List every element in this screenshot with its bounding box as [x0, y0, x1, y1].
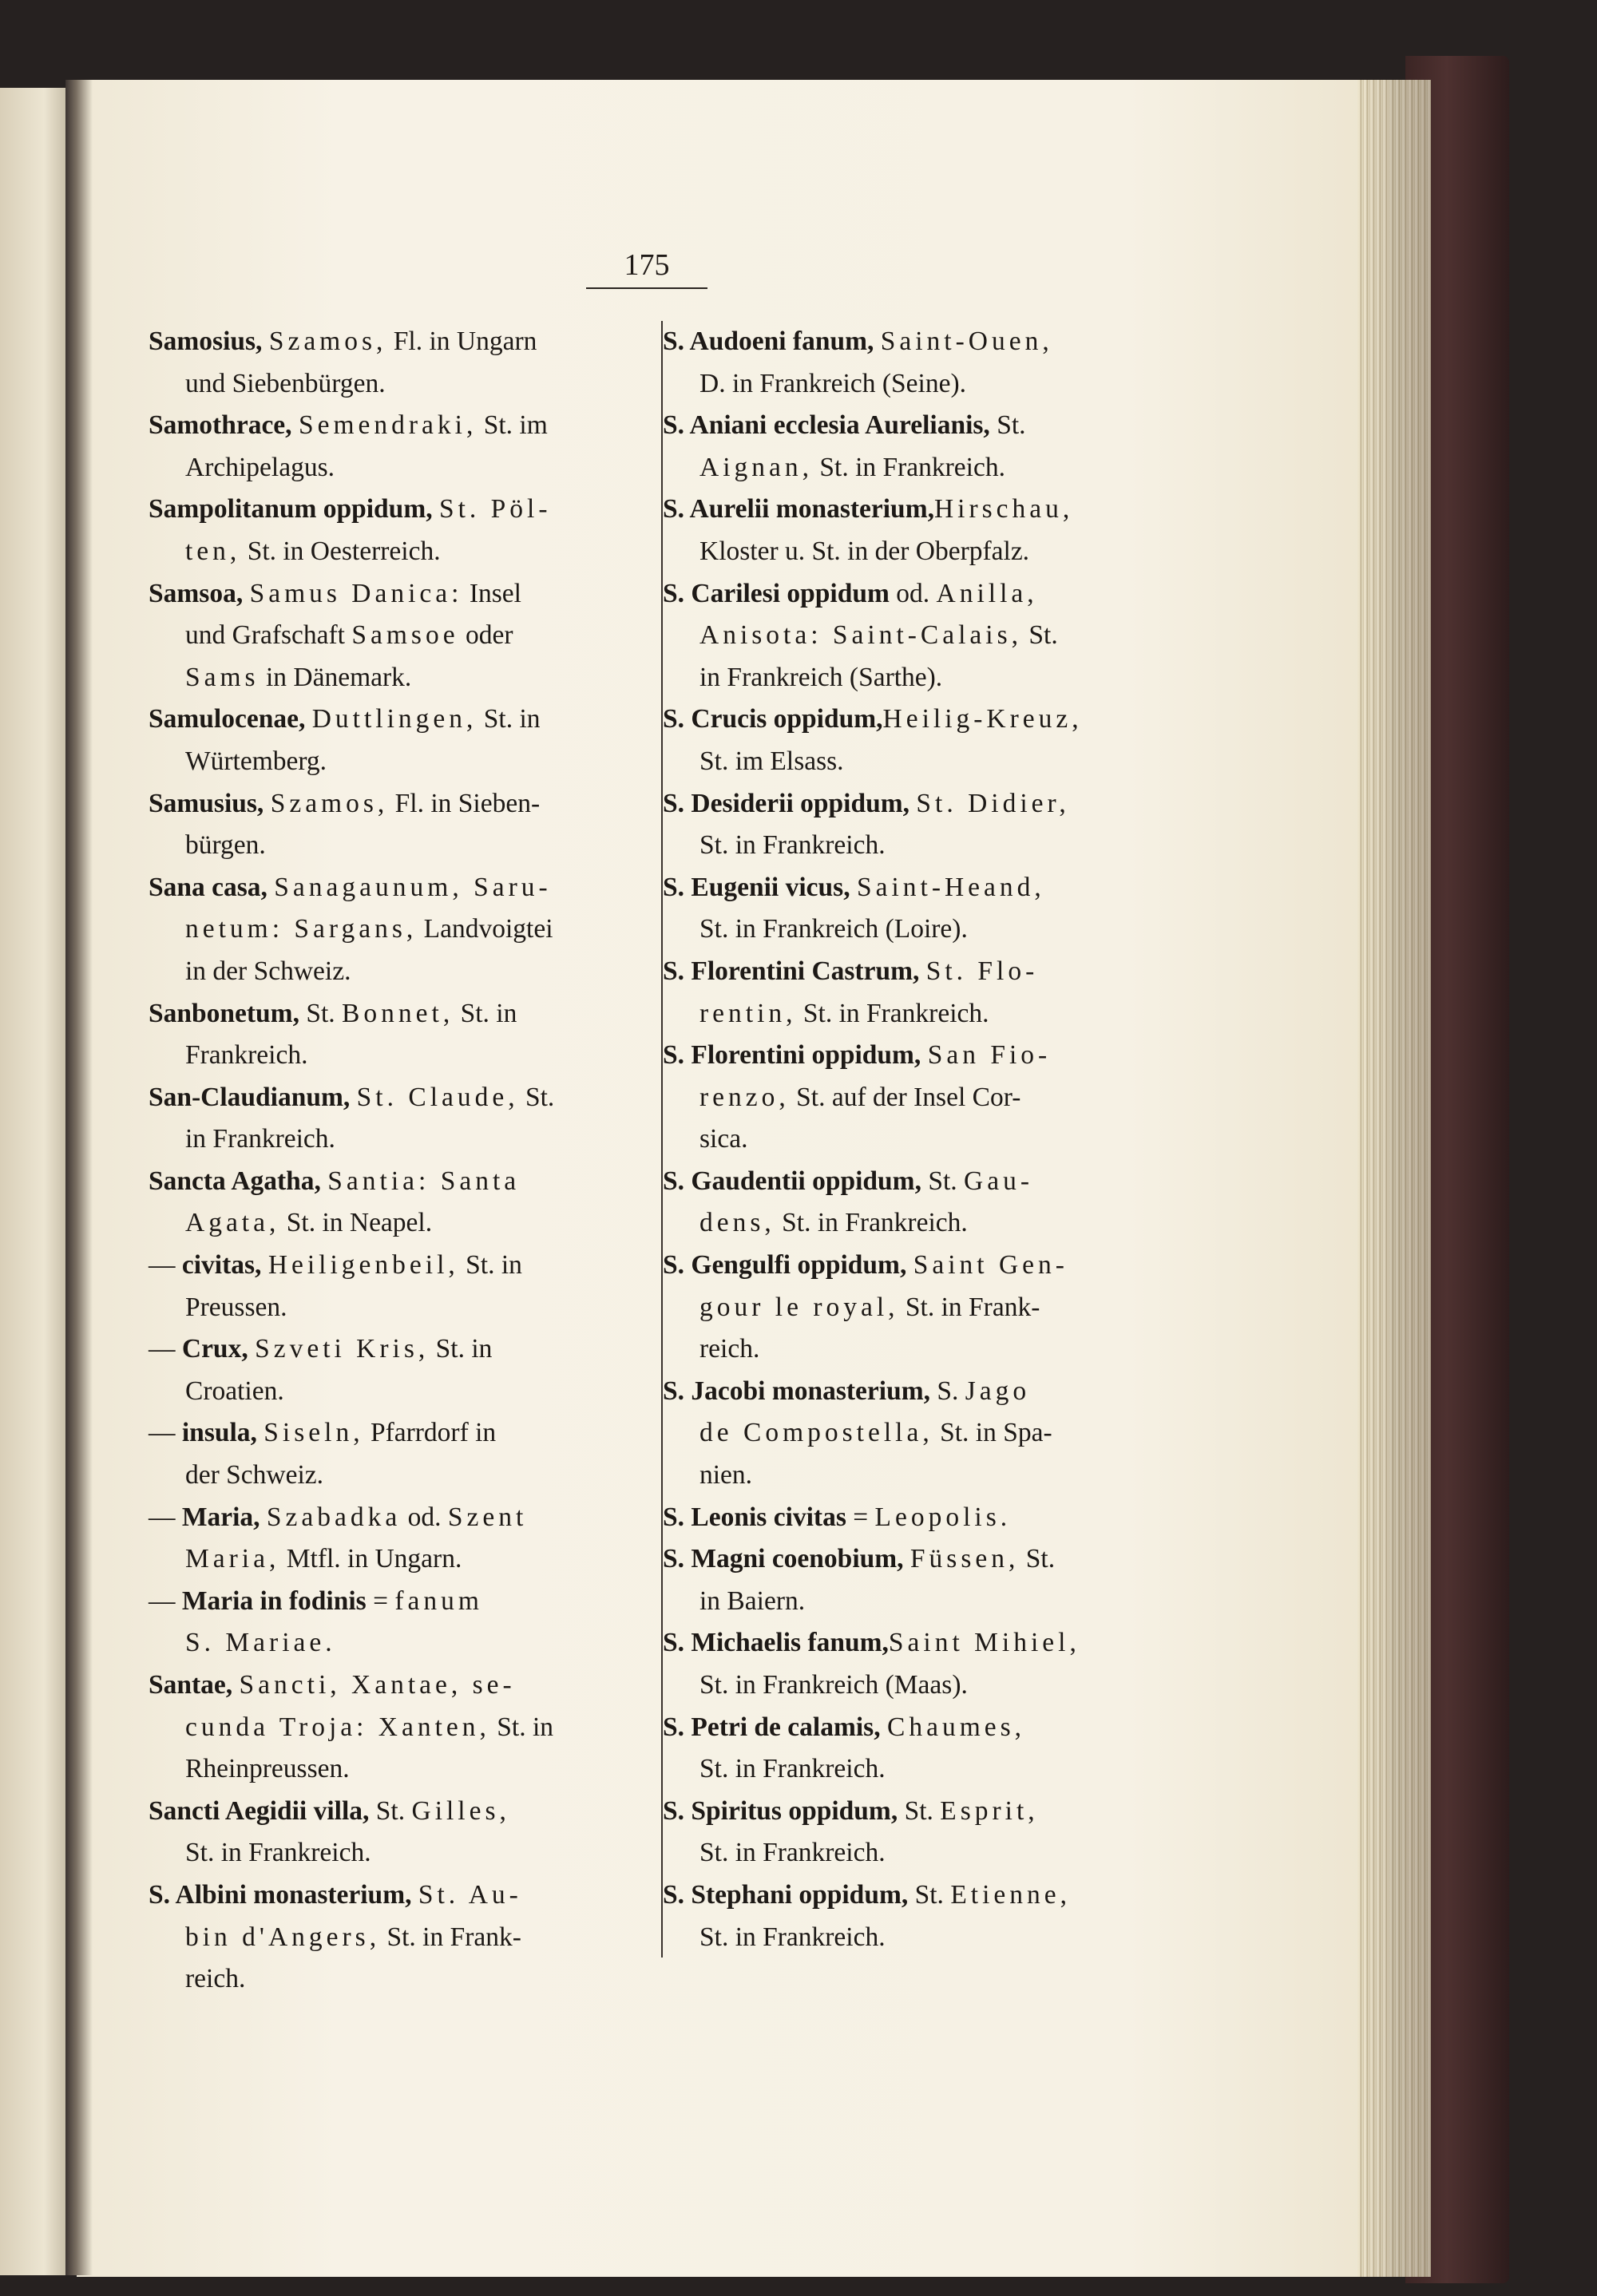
headword: Sancta Agatha, [149, 1166, 321, 1196]
entry-line [663, 447, 1166, 489]
spaced-name: Etienne, [950, 1879, 1072, 1910]
entry-text [919, 956, 925, 986]
entry-line [149, 1202, 652, 1245]
spaced-name: dens, [699, 1208, 775, 1238]
entry-line [149, 993, 652, 1035]
entry-line [663, 1245, 1166, 1287]
spaced-name: St. Didier, [916, 788, 1070, 818]
spaced-name: de Compostella, [699, 1418, 933, 1448]
spaced-name: San Fio- [927, 1040, 1052, 1071]
entry-text: St. im [477, 410, 548, 441]
gazetteer-entry [149, 1581, 652, 1665]
headword: Samosius, [149, 327, 263, 356]
entry-text [305, 704, 311, 734]
entry-line [149, 1958, 652, 2001]
entry-line [663, 1161, 1166, 1203]
entry-line [149, 1455, 652, 1497]
entry-line [149, 615, 652, 657]
entry-text: in Baiern. [699, 1585, 806, 1616]
spaced-name: Samsoe [351, 620, 459, 651]
entry-line [149, 1791, 652, 1833]
spaced-name: Füssen, [909, 1544, 1020, 1574]
spaced-name: Saint Mihiel, [888, 1628, 1080, 1658]
entry-line [149, 531, 652, 573]
entry-text: = [846, 1502, 875, 1532]
spaced-name: St. Claude, [356, 1082, 519, 1112]
entry-line [149, 741, 652, 783]
entry-text: Kloster u. St. in der Oberpfalz. [699, 536, 1030, 566]
entry-line [663, 1581, 1166, 1623]
entry-line [149, 363, 652, 406]
spaced-name: rentin, [699, 998, 797, 1028]
entry-line [149, 447, 652, 489]
entry-line [149, 1748, 652, 1791]
entry-text: St. in Frankreich. [699, 1838, 886, 1868]
entry-text: St. in [454, 998, 517, 1028]
entry-line [663, 1832, 1166, 1874]
entry-text: St. in Frankreich (Loire). [699, 914, 968, 944]
gazetteer-entry [663, 321, 1166, 405]
entry-line [663, 825, 1166, 867]
entry-line [149, 1412, 652, 1455]
entry-text: Landvoigtei [417, 914, 553, 944]
headword: S. Gaudentii oppidum, [663, 1166, 921, 1196]
entry-text: St. [921, 1166, 965, 1196]
entry-text: Fl. in Ungarn [386, 327, 537, 356]
spaced-name: netum: Sargans, [185, 914, 418, 944]
headword: Sancti Aegidii villa, [149, 1795, 370, 1826]
entry-text: in der Schweiz. [185, 956, 351, 986]
entry-text: St. in Frankreich. [796, 998, 989, 1028]
gazetteer-entry [663, 1791, 1166, 1874]
entry-line [663, 1748, 1166, 1791]
entry-line [663, 1622, 1166, 1665]
spaced-name: renzo, [699, 1082, 790, 1112]
entry-line [663, 1287, 1166, 1329]
gazetteer-entry [663, 1035, 1166, 1161]
entry-line [149, 573, 652, 616]
entry-line [149, 1832, 652, 1874]
entry-text: St. in Frankreich. [813, 452, 1005, 482]
headword: S. Florentini oppidum, [663, 1040, 921, 1071]
entry-text: — [149, 1334, 182, 1364]
spaced-name: St. Au- [418, 1879, 522, 1910]
gazetteer-entry [149, 1791, 652, 1874]
headword: Sana casa, [149, 872, 267, 902]
entry-line [663, 531, 1166, 573]
page-number: 175 [624, 248, 670, 282]
headword: Santae, [149, 1670, 233, 1700]
spaced-name: bin d'Angers, [185, 1922, 381, 1952]
gazetteer-entry [663, 489, 1166, 572]
entry-line [149, 1497, 652, 1539]
entry-line [663, 867, 1166, 909]
spaced-name: Semendraki, [298, 410, 478, 441]
headword: S. Jacobi monasterium, [663, 1376, 930, 1406]
entry-text [243, 579, 249, 608]
entry-text: St. in Oesterreich. [240, 536, 441, 566]
entry-line [663, 1035, 1166, 1077]
gazetteer-entry [663, 699, 1166, 782]
entry-line [149, 1622, 652, 1665]
entry-text [906, 1250, 913, 1280]
entry-line [149, 489, 652, 531]
headword: S. Magni coenobium, [663, 1544, 904, 1574]
right-column [663, 321, 1166, 1958]
spaced-name: Chaumes, [886, 1712, 1026, 1742]
headword: S. Audoeni fanum, [663, 327, 874, 356]
entry-line [149, 825, 652, 867]
entry-line [663, 657, 1166, 699]
entry-line [663, 909, 1166, 951]
entry-line [149, 1118, 652, 1161]
entry-text [232, 1670, 239, 1700]
entry-line [149, 951, 652, 993]
entry-text [921, 1040, 927, 1070]
spaced-name: Gau- [964, 1166, 1034, 1196]
entry-line [149, 1035, 652, 1077]
entry-text: St. in Frankreich. [699, 830, 886, 861]
entry-text: St. in [477, 704, 541, 734]
entry-text: St. in Neapel. [279, 1208, 433, 1238]
spaced-name: Sams [185, 662, 260, 692]
entry-text: St. in Frankreich. [775, 1208, 968, 1238]
entry-text [350, 1083, 356, 1112]
spaced-name: cunda Troja: Xanten, [185, 1712, 490, 1742]
entry-line [149, 909, 652, 951]
gazetteer-entry [663, 867, 1166, 951]
gazetteer-entry [663, 1622, 1166, 1706]
spaced-name: Hirschau, [933, 494, 1074, 525]
entry-text: in Frankreich. [185, 1124, 335, 1154]
spaced-name: Szabadka [266, 1502, 402, 1532]
entry-line [663, 951, 1166, 993]
entry-text: — [149, 1250, 182, 1281]
entry-line [149, 1581, 652, 1623]
headword: S. Petri de calamis, [663, 1712, 881, 1742]
entry-line [663, 741, 1166, 783]
entry-text [292, 410, 299, 440]
left-column [149, 321, 652, 2001]
entry-text [248, 1334, 255, 1364]
entry-text [262, 327, 268, 356]
entry-text: Insel [462, 578, 521, 608]
headword: Crux, [181, 1334, 248, 1364]
gazetteer-entry [149, 1077, 652, 1161]
gazetteer-entry [149, 1497, 652, 1581]
gazetteer-entry [663, 1538, 1166, 1622]
gazetteer-entry [663, 951, 1166, 1035]
entry-line [149, 1161, 652, 1203]
spaced-name: ten, [185, 536, 241, 566]
entry-line [663, 615, 1166, 657]
gazetteer-entry [149, 699, 652, 782]
entry-text: St. [1019, 1544, 1056, 1574]
spaced-name: Leopolis. [874, 1502, 1012, 1532]
entry-line [149, 321, 652, 363]
gazetteer-entry [149, 1328, 652, 1412]
entry-line [663, 1077, 1166, 1119]
entry-line [149, 699, 652, 741]
gazetteer-entry [663, 1497, 1166, 1539]
gazetteer-entry [663, 1161, 1166, 1245]
gazetteer-entry [149, 783, 652, 867]
entry-line [663, 1917, 1166, 1959]
entry-text [261, 1250, 267, 1280]
headword: San-Claudianum, [149, 1082, 351, 1112]
entry-line [663, 1328, 1166, 1371]
spaced-name: Maria, [185, 1544, 280, 1574]
entry-text: = [366, 1585, 395, 1616]
entry-text: Pfarrdorf in [363, 1418, 497, 1448]
entry-text: und Grafschaft [185, 620, 352, 651]
headword: S. Desiderii oppidum, [663, 788, 910, 818]
gazetteer-entry [663, 1874, 1166, 1958]
entry-text [411, 1880, 418, 1910]
entry-line [149, 1917, 652, 1959]
entry-text: — [149, 1585, 182, 1616]
entry-text: Archipelagus. [185, 452, 335, 482]
headword: Samsoa, [149, 578, 244, 608]
entry-text: — [149, 1502, 182, 1532]
entry-line [663, 1118, 1166, 1161]
gazetteer-entry [149, 1245, 652, 1328]
entry-text: bürgen. [185, 830, 266, 861]
entry-line [149, 1371, 652, 1413]
entry-line [149, 783, 652, 825]
spaced-name: Szveti Kris, [255, 1334, 430, 1364]
gazetteer-entry [149, 489, 652, 572]
headword: S. Eugenii vicus, [663, 872, 850, 902]
gazetteer-entry [149, 993, 652, 1077]
gazetteer-entry [663, 1245, 1166, 1371]
entry-line [149, 1245, 652, 1287]
entry-line [663, 1665, 1166, 1707]
gazetteer-entry [149, 321, 652, 405]
entry-text: — [149, 1418, 182, 1448]
entry-text: St. in Frankreich. [699, 1754, 886, 1784]
entry-text: St. [989, 410, 1026, 441]
entry-text: St. [518, 1082, 555, 1112]
entry-line [663, 1497, 1166, 1539]
entry-text: St. in [429, 1334, 493, 1364]
headword: Samulocenae, [149, 704, 306, 734]
gazetteer-entry [149, 1412, 652, 1496]
headword: S. Carilesi oppidum [663, 578, 890, 608]
entry-line [663, 573, 1166, 616]
spaced-name: Saint-Heand, [856, 872, 1045, 902]
spaced-name: Agata, [185, 1208, 280, 1238]
entry-text: Rheinpreussen. [185, 1754, 350, 1784]
spaced-name: Saint-Ouen, [880, 327, 1053, 356]
gazetteer-entry [663, 1707, 1166, 1791]
entry-text: Mtfl. in Ungarn. [279, 1544, 462, 1574]
entry-line [149, 1665, 652, 1707]
entry-line [663, 1455, 1166, 1497]
entry-text: St. in Frankreich. [185, 1838, 371, 1868]
spaced-name: Szamos, [270, 788, 389, 818]
entry-line [149, 657, 652, 699]
entry-text [433, 494, 439, 524]
entry-text: St. in [458, 1250, 522, 1281]
entry-text: St. in Frank- [898, 1292, 1040, 1322]
entry-line [663, 1791, 1166, 1833]
spaced-name: Heilig-Kreuz, [882, 704, 1083, 734]
entry-line [663, 1707, 1166, 1749]
entry-text: Frankreich. [185, 1040, 308, 1071]
entry-text: St. in Frankreich (Maas). [699, 1670, 968, 1700]
entry-text: D. in Frankreich (Seine). [699, 368, 966, 398]
entry-text: der Schweiz. [185, 1460, 324, 1490]
headword: Samusius, [149, 788, 264, 818]
entry-text: St. [299, 998, 343, 1028]
gazetteer-entry [663, 405, 1166, 489]
entry-text: oder [458, 620, 513, 651]
entry-text: sica. [699, 1124, 748, 1154]
entry-text: Fl. in Sieben- [388, 788, 541, 818]
page-number-rule [586, 287, 707, 289]
headword: civitas, [181, 1250, 262, 1281]
spaced-name: Samus Danica: [249, 578, 463, 608]
entry-line [149, 1538, 652, 1581]
entry-text: reich. [185, 1964, 246, 1994]
entry-text [260, 1502, 267, 1532]
gazetteer-entry [149, 405, 652, 489]
previous-page-edge [0, 88, 73, 2275]
spaced-name: Santia: Santa [327, 1166, 521, 1196]
entry-text [874, 327, 880, 356]
entry-text [264, 789, 270, 818]
entry-text: St. in Frank- [380, 1922, 521, 1952]
spaced-name: Szamos, [268, 327, 387, 356]
gazetteer-entry [663, 783, 1166, 867]
gazetteer-entry [149, 1874, 652, 2001]
spaced-name: Szent [447, 1502, 528, 1532]
entry-text: reich. [699, 1334, 760, 1364]
entry-line [149, 1328, 652, 1371]
entry-text: St. [1022, 620, 1058, 651]
entry-text: Croatien. [185, 1376, 284, 1406]
spaced-name: St. Flo- [925, 956, 1039, 986]
spaced-name: Gilles, [411, 1795, 510, 1826]
entry-text: od. [401, 1502, 448, 1532]
entry-line [149, 1077, 652, 1119]
spaced-name: Duttlingen, [311, 704, 478, 734]
spaced-name: Siseln, [264, 1418, 364, 1448]
headword: S. Spiritus oppidum, [663, 1795, 898, 1826]
spaced-name: fanum [394, 1585, 483, 1616]
entry-line [663, 405, 1166, 447]
entry-line [149, 1707, 652, 1749]
gazetteer-entry [149, 867, 652, 993]
entry-line [663, 1202, 1166, 1245]
spaced-name: Sancti, Xantae, se- [239, 1670, 516, 1700]
entry-text: St. im Elsass. [699, 746, 844, 776]
entry-text: St. in Spa- [933, 1418, 1052, 1448]
entry-text: St. [898, 1795, 941, 1826]
entry-text: St. [908, 1879, 951, 1910]
entry-text: St. auf der Insel Cor- [789, 1082, 1021, 1112]
headword: Sampolitanum oppidum, [149, 494, 433, 525]
entry-text: S. [930, 1376, 965, 1406]
headword: S. Gengulfi oppidum, [663, 1250, 907, 1281]
entry-line [663, 489, 1166, 531]
entry-text: Würtemberg. [185, 746, 327, 776]
entry-line [149, 1874, 652, 1917]
entry-text [881, 1712, 887, 1742]
spaced-name: Anilla, [936, 578, 1038, 608]
headword: S. Florentini Castrum, [663, 956, 920, 986]
page-block-shade [1357, 80, 1431, 2277]
headword: S. Aniani ecclesia Aurelianis, [663, 410, 990, 441]
headword: S. Albini monasterium, [149, 1879, 412, 1910]
headword: Samothrace, [149, 410, 292, 441]
entry-text [850, 873, 857, 902]
entry-text: in Dänemark. [259, 662, 412, 692]
entry-text: od. [889, 578, 937, 608]
headword: insula, [181, 1418, 257, 1448]
gutter-shadow [65, 80, 93, 2275]
headword: Sanbonetum, [149, 998, 299, 1028]
entry-text [904, 1544, 910, 1574]
entry-line [663, 993, 1166, 1035]
spaced-name: Esprit, [940, 1795, 1039, 1826]
spaced-name: Bonnet, [342, 998, 454, 1028]
spaced-name: Jago [965, 1376, 1031, 1406]
headword: Maria, [181, 1502, 260, 1532]
entry-line [663, 1538, 1166, 1581]
entry-line [663, 363, 1166, 406]
entry-text: Preussen. [185, 1292, 287, 1322]
spaced-name: Sanagaunum, Saru- [274, 872, 552, 902]
entry-text: St. in [489, 1712, 554, 1742]
entry-text: nien. [699, 1460, 753, 1490]
spaced-name: gour le royal, [699, 1292, 899, 1322]
entry-line [149, 1287, 652, 1329]
entry-text: in Frankreich (Sarthe). [699, 662, 943, 692]
entry-line [663, 783, 1166, 825]
entry-line [663, 699, 1166, 741]
spaced-name: Saint Gen- [913, 1250, 1068, 1281]
entry-line [663, 321, 1166, 363]
headword: S. Leonis civitas [663, 1502, 846, 1532]
headword: Maria in fodinis [181, 1585, 367, 1616]
headword: S. Michaelis fanum, [663, 1628, 889, 1658]
headword: S. Stephani oppidum, [663, 1879, 909, 1910]
gazetteer-entry [149, 573, 652, 699]
entry-text: und Siebenbürgen. [185, 368, 386, 398]
entry-line [663, 1371, 1166, 1413]
spaced-name: Aignan, [699, 452, 813, 482]
spaced-name: Heiligenbeil, [267, 1250, 459, 1281]
entry-text: St. [369, 1795, 412, 1826]
entry-text: St. in Frankreich. [699, 1922, 886, 1952]
headword: S. Crucis oppidum, [663, 704, 883, 734]
spaced-name: St. Pöl- [438, 494, 552, 525]
gazetteer-entry [149, 1665, 652, 1791]
entry-line [149, 867, 652, 909]
spaced-name: Anisota: Saint-Calais, [699, 620, 1023, 651]
headword: S. Aurelii monasterium, [663, 494, 934, 525]
entry-line [149, 405, 652, 447]
gazetteer-entry [663, 573, 1166, 699]
entry-line [663, 1874, 1166, 1917]
gazetteer-entry [149, 1161, 652, 1245]
entry-line [663, 1412, 1166, 1455]
spaced-name: S. Mariae. [185, 1628, 336, 1658]
gazetteer-entry [663, 1371, 1166, 1497]
